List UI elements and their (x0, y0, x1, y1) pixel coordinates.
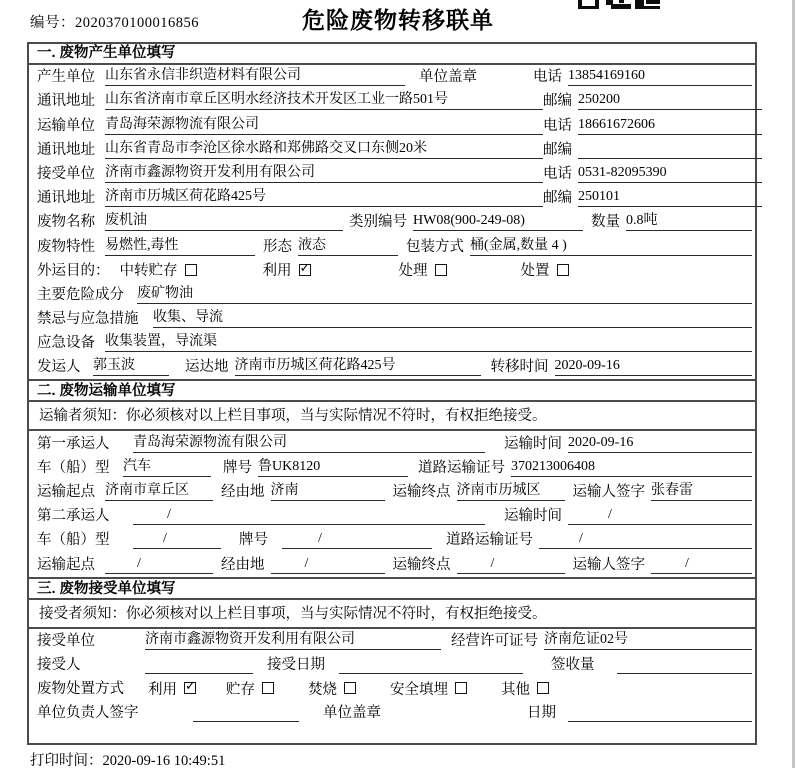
form-row (29, 65, 755, 89)
form-row (29, 234, 755, 258)
origin2-field: / (105, 555, 213, 574)
waste-code-field: HW08(900-249-08) (413, 212, 583, 231)
waste-code-label: 类别编号 (349, 214, 407, 231)
first-carrier-label: 第一承运人 (37, 435, 110, 452)
method-other (501, 678, 549, 698)
carrier-sign2-field: / (651, 555, 752, 574)
consignor-label: 发运人 (37, 359, 81, 376)
terminus2-label: 运输终点 (392, 556, 451, 573)
receiver-address-label: 通讯地址 (37, 190, 95, 207)
date-label: 日期 (527, 705, 556, 722)
method-incinerate (308, 678, 356, 698)
received-amount-label: 签收量 (551, 656, 595, 673)
waste-property-label: 废物特性 (37, 238, 95, 255)
receiver-address-field: 济南市历城区荷花路425号 (105, 188, 543, 207)
transfer-date-field: 2020-09-16 (555, 357, 753, 376)
emergency-equipment-field: 收集装置，导流渠 (105, 333, 752, 352)
doc-number-value: 2020370100016856 (75, 15, 199, 31)
purpose-treat-checkbox (435, 264, 447, 276)
transport-date1-field: 2020-09-16 (568, 434, 752, 453)
destination-label: 运达地 (185, 359, 229, 376)
unit-seal-label: 单位盖章 (419, 69, 477, 86)
consignor-field: 郭玉波 (93, 357, 169, 376)
waste-quantity-field: 0.8吨 (626, 212, 752, 231)
producer-unit-label: 产生单位 (37, 69, 95, 86)
method-landfill-checkbox (455, 682, 467, 694)
transporter-address-field: 山东省青岛市李沧区徐水路和郑佛路交叉口东侧20米 (105, 140, 543, 159)
vehicle-type1-field: 汽车 (123, 458, 211, 477)
terminus1-field: 济南市历城区 (457, 482, 565, 501)
form-row (29, 186, 755, 210)
via2-label: 经由地 (221, 556, 265, 573)
purpose-treat (399, 260, 447, 280)
purpose-transit-storage (120, 260, 197, 280)
form-table (27, 42, 757, 745)
transporter-zip-field (578, 140, 762, 159)
transfer-date-label: 转移时间 (490, 359, 549, 376)
form-row (29, 480, 755, 504)
waste-quantity-label: 数量 (591, 214, 620, 231)
carrier-sign1-field: 张春雷 (651, 482, 752, 501)
second-carrier-label: 第二承运人 (37, 508, 110, 525)
transporter-address-label: 通讯地址 (37, 141, 95, 158)
section-header: 一. 废物产生单位填写 (29, 44, 755, 65)
producer-address-label: 通讯地址 (37, 93, 95, 110)
terminus1-label: 运输终点 (392, 484, 451, 500)
transporter-notice: 运输者须知：你必须核对以上栏目事项，当与实际情况不符时，有权拒绝接受。 (29, 402, 755, 431)
transporter-phone-label: 电话 (543, 117, 572, 134)
plate1-field: 鲁UK8120 (258, 458, 408, 477)
form-row (29, 259, 755, 283)
unit-seal2-label: 单位盖章 (323, 705, 381, 722)
first-carrier-field: 青岛海荣源物流有限公司 (133, 434, 485, 453)
via1-field: 济南 (271, 482, 385, 501)
producer-phone-field: 13854169160 (568, 67, 752, 86)
accept-date-label: 接受日期 (267, 656, 325, 673)
form-row (29, 210, 755, 234)
purpose-dispose-label: 处置 (520, 263, 550, 280)
purpose-transit-storage-checkbox (185, 264, 197, 276)
form-row (29, 701, 755, 725)
waste-name-field: 废机油 (105, 212, 343, 231)
method-utilize-checkbox (184, 682, 196, 694)
print-time (30, 749, 225, 768)
main-hazard-label: 主要危险成分 (37, 286, 124, 303)
road-permit1-label: 道路运输证号 (418, 459, 505, 476)
method-other-checkbox (537, 682, 549, 694)
form-row (29, 138, 755, 162)
origin2-label: 运输起点 (37, 556, 95, 573)
transporter-unit-field: 青岛海荣源物流有限公司 (105, 116, 543, 135)
form-row (29, 629, 755, 653)
via1-label: 经由地 (221, 484, 265, 500)
receiver-phone-field: 0531-82095390 (578, 164, 762, 183)
method-other-label: 其他 (501, 681, 530, 698)
receiver-unit-field: 济南市鑫源物资开发利用有限公司 (105, 164, 543, 183)
accept-unit-label: 接受单位 (37, 632, 95, 649)
purpose-utilize-checkbox (299, 264, 311, 276)
waste-form-label: 形态 (263, 238, 292, 255)
purpose-transit-storage-label: 中转贮存 (119, 263, 178, 280)
second-carrier-field: / (133, 506, 485, 525)
producer-zip-label: 邮编 (543, 93, 572, 110)
vehicle-type2-label: 车（船）型 (37, 532, 110, 549)
method-landfill (390, 678, 467, 698)
transport-date2-field: / (568, 506, 752, 525)
road-permit1-field: 370213006408 (511, 458, 752, 477)
destination-field: 济南市历城区荷花路425号 (235, 357, 481, 376)
producer-address-field: 山东省济南市章丘区明水经济技术开发区工业一路501号 (105, 91, 543, 110)
manager-sign-label: 单位负责人签字 (37, 705, 139, 722)
form-section-2 (29, 379, 755, 576)
qr-code-fragment (578, 0, 660, 9)
disposal-method-label: 废物处置方式 (37, 681, 124, 698)
vehicle-type2-field: / (133, 530, 221, 549)
doc-number-label: 编号： (30, 15, 75, 31)
producer-unit-field: 山东省永信非织造材料有限公司 (105, 67, 405, 86)
purpose-treat-label: 处理 (398, 263, 428, 280)
form-row (29, 355, 755, 379)
form-row (29, 113, 755, 137)
transfer-purpose-label: 外运目的： (37, 262, 110, 279)
receiver-phone-label: 电话 (543, 165, 572, 182)
producer-zip-field: 250200 (578, 91, 762, 110)
waste-form-field: 液态 (298, 237, 398, 256)
method-utilize-label: 利用 (148, 681, 177, 698)
road-permit2-label: 道路运输证号 (446, 532, 533, 549)
receiver-zip-field: 250101 (578, 188, 762, 207)
form-row (29, 162, 755, 186)
method-utilize (148, 678, 196, 698)
method-storage-label: 贮存 (226, 681, 255, 698)
form-row (29, 677, 755, 701)
plate1-label: 牌号 (223, 459, 252, 476)
carrier-sign2-label: 运输人签字 (572, 556, 645, 573)
contraindication-label: 禁忌与应急措施 (37, 311, 139, 328)
accept-unit-field: 济南市鑫源物资开发利用有限公司 (145, 631, 441, 650)
via2-field: / (271, 555, 385, 574)
transporter-phone-field: 18661672606 (578, 116, 762, 135)
producer-phone-label: 电话 (533, 69, 562, 86)
plate2-label: 牌号 (239, 532, 268, 549)
print-time-label: 打印时间： (30, 753, 103, 768)
manager-sign-field (193, 703, 299, 722)
main-hazard-field: 废矿物油 (137, 285, 752, 304)
origin1-label: 运输起点 (37, 484, 95, 500)
carrier-sign1-label: 运输人签字 (572, 484, 645, 500)
method-storage-checkbox (262, 682, 274, 694)
purpose-dispose (521, 260, 569, 280)
form-section-3 (29, 577, 755, 726)
form-row (29, 283, 755, 307)
date-field (568, 703, 752, 722)
road-permit2-field: / (539, 530, 752, 549)
origin1-field: 济南市章丘区 (105, 482, 213, 501)
receiver-notice: 接受者须知：你必须核对以上栏目事项，当与实际情况不符时，有权拒绝接受。 (29, 600, 755, 629)
form-row (29, 307, 755, 331)
license-label: 经营许可证号 (451, 632, 538, 649)
form-row (29, 331, 755, 355)
form-row (29, 431, 755, 455)
form-row (29, 528, 755, 552)
packaging-field: 桶(金属,数量 4 ) (470, 237, 752, 256)
form-row (29, 653, 755, 677)
received-amount-field (617, 655, 753, 674)
method-landfill-label: 安全填埋 (390, 681, 448, 698)
method-storage (226, 678, 274, 698)
purpose-utilize (263, 260, 311, 280)
accept-person-field (145, 655, 253, 674)
purpose-dispose-checkbox (557, 264, 569, 276)
form-section-1 (29, 44, 755, 379)
vehicle-type1-label: 车（船）型 (37, 459, 110, 476)
contraindication-field: 收集、导流 (153, 309, 752, 328)
transport-date1-label: 运输时间 (504, 435, 562, 452)
form-row (29, 456, 755, 480)
transporter-zip-label: 邮编 (543, 141, 572, 158)
form-row (29, 504, 755, 528)
purpose-utilize-label: 利用 (262, 263, 292, 280)
section-header: 二. 废物运输单位填写 (29, 379, 755, 402)
page-title: 危险废物转移联单 (302, 7, 494, 33)
transporter-unit-label: 运输单位 (37, 117, 95, 134)
packaging-label: 包装方式 (406, 238, 464, 255)
form-row (29, 552, 755, 576)
section-header: 三. 废物接受单位填写 (29, 577, 755, 600)
method-incinerate-checkbox (344, 682, 356, 694)
plate2-field: / (282, 530, 432, 549)
waste-name-label: 废物名称 (37, 214, 95, 231)
terminus2-field: / (457, 555, 565, 574)
receiver-unit-label: 接受单位 (37, 165, 95, 182)
transport-date2-label: 运输时间 (504, 508, 562, 525)
print-time-value: 2020-09-16 10:49:51 (102, 753, 226, 768)
receiver-zip-label: 邮编 (543, 190, 572, 207)
form-row (29, 89, 755, 113)
method-incinerate-label: 焚烧 (308, 681, 337, 698)
waste-property-field: 易燃性,毒性 (105, 237, 255, 256)
license-field: 济南危证02号 (544, 631, 752, 650)
page-edge-line (792, 0, 795, 768)
accept-date-field (339, 655, 523, 674)
emergency-equipment-label: 应急设备 (37, 335, 95, 352)
accept-person-label: 接受人 (37, 656, 81, 673)
